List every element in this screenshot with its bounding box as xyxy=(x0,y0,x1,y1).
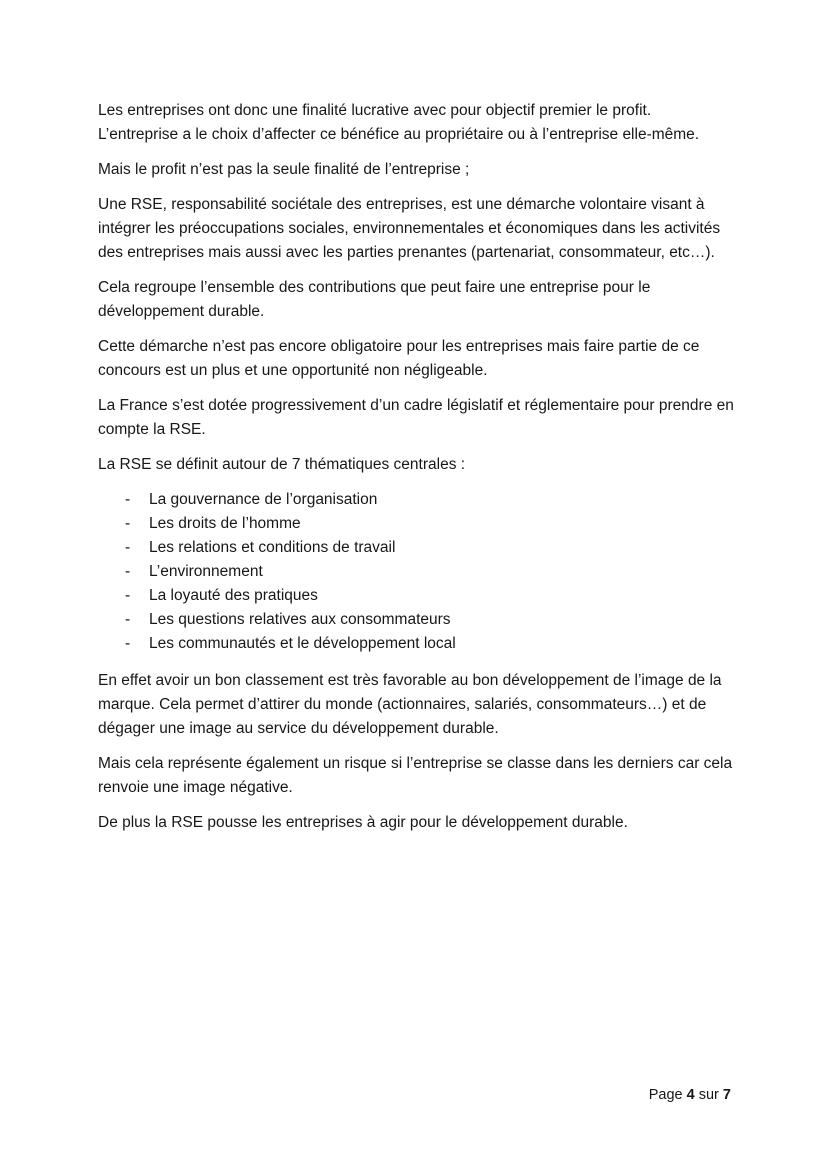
paragraph-cadre-legislatif: La France s’est dotée progressivement d’un cadre législatif et réglementaire pour prendre en compte la RSE. xyxy=(98,397,734,438)
paragraph-demarche-obligatoire: Cette démarche n’est pas encore obligatoire pour les entreprises mais faire partie de ce concours est un plus et une opportunité non négligeable. xyxy=(98,338,700,379)
paragraph-definition-rse: Une RSE, responsabilité sociétale des entreprises, est une démarche volontaire visant à intégrer les préoccupations sociales, environnementales et économiques dans les activités des entreprises mais aussi avec les parties prenantes (partenariat, consommateur, etc…). xyxy=(98,196,721,261)
list-item-text: La loyauté des pratiques xyxy=(149,587,318,604)
list-item-text: La gouvernance de l’organisation xyxy=(149,491,378,508)
list-item-marker: - xyxy=(125,611,131,628)
paragraph-risque-image: Mais cela représente également un risque si l’entreprise se classe dans les derniers car cela renvoie une image négative. xyxy=(98,755,733,796)
paragraph-contributions: Cela regroupe l’ensemble des contributions que peut faire une entreprise pour le développement durable. xyxy=(98,279,651,320)
page-footer xyxy=(649,1086,731,1105)
list-item-marker: - xyxy=(125,635,131,652)
footer-page-label: Page xyxy=(648,1087,687,1103)
footer-page-number: 4 xyxy=(686,1087,695,1103)
footer-page-separator: sur xyxy=(694,1087,723,1103)
paragraph-thematiques-intro: La RSE se définit autour de 7 thématiques centrales : xyxy=(98,456,466,473)
paragraph-rse-pousse: De plus la RSE pousse les entreprises à agir pour le développement durable. xyxy=(98,814,628,831)
list-item-gouvernance xyxy=(125,488,734,512)
list-item-marker: - xyxy=(125,539,131,556)
document-body xyxy=(98,99,734,835)
list-item-text: Les questions relatives aux consommateurs xyxy=(149,611,451,628)
list-item-text: Les droits de l’homme xyxy=(149,515,301,532)
list-item-environnement xyxy=(125,560,734,584)
list-item-marker: - xyxy=(125,563,131,580)
list-item-text: L’environnement xyxy=(149,563,263,580)
list-item-marker: - xyxy=(125,491,131,508)
list-item-text: Les communautés et le développement local xyxy=(149,635,456,652)
list-item-marker: - xyxy=(125,587,131,604)
paragraph-profit-finalite: Les entreprises ont donc une finalité lucrative avec pour objectif premier le profit. L’entreprise a le choix d’affecter ce bénéfice au propriétaire ou à l’entreprise elle-même. xyxy=(98,102,700,143)
thematic-list xyxy=(98,488,734,656)
list-item-marker: - xyxy=(125,515,131,532)
paragraph-profit-pas-seule: Mais le profit n’est pas la seule finalité de l’entreprise ; xyxy=(98,161,470,178)
footer-page-total: 7 xyxy=(722,1087,731,1103)
list-item-communautes xyxy=(125,632,734,656)
list-item-consommateurs xyxy=(125,608,734,632)
list-item-loyaute xyxy=(125,584,734,608)
list-item-relations-travail xyxy=(125,536,734,560)
list-item-text: Les relations et conditions de travail xyxy=(149,539,396,556)
paragraph-bon-classement: En effet avoir un bon classement est très favorable au bon développement de l’image de la marque. Cela permet d’attirer du monde (actionnaires, salariés, consommateurs…) et de dégager une image au service du développement durable. xyxy=(98,672,722,737)
list-item-droits-homme xyxy=(125,512,734,536)
